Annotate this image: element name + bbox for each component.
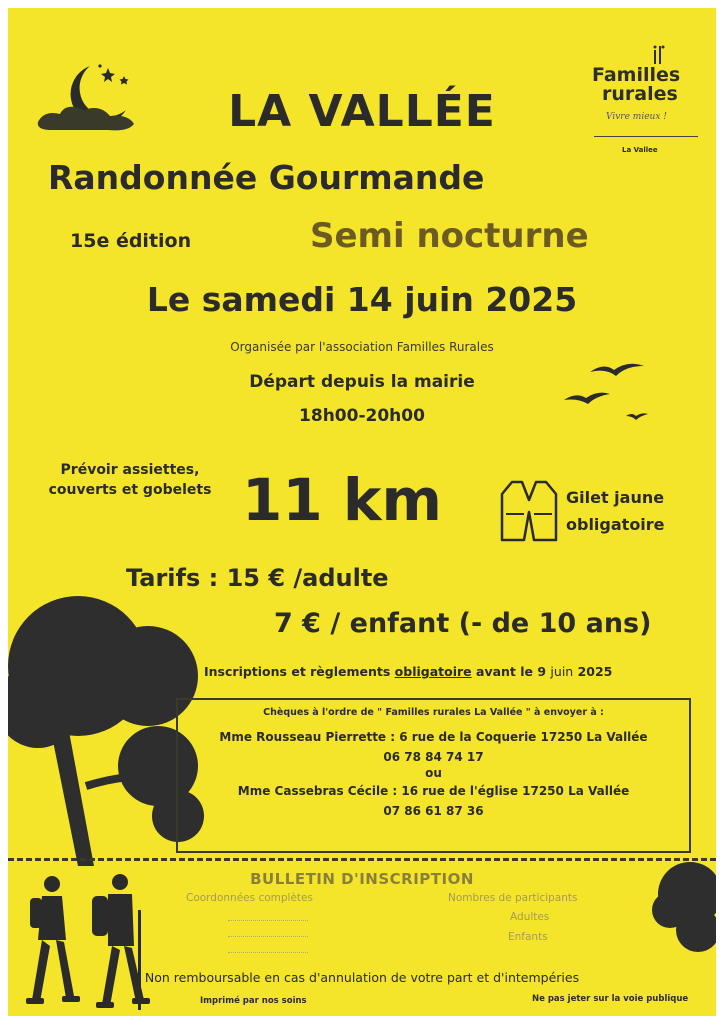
logo-line2: rurales [602, 83, 678, 105]
phone-1: 06 78 84 74 17 [383, 750, 484, 764]
organizer-text: Organisée par l'association Familles Rurales [230, 340, 494, 354]
tree-icon [648, 850, 716, 960]
registration-month: juin [550, 664, 574, 679]
logo-tagline: Vivre mieux ! [606, 112, 667, 122]
price-child: 7 € / enfant (- de 10 ans) [274, 608, 652, 639]
price-adult: Tarifs : 15 € /adulte [126, 564, 389, 592]
hikers-icon [18, 870, 168, 1016]
adults-label: Adultes [510, 911, 550, 923]
registration-middle: avant le 9 [471, 664, 551, 679]
coordinates-label: Coordonnées complètes [186, 892, 313, 904]
or-separator: ou [425, 766, 442, 780]
cheques-intro: Chèques à l'ordre de " Familles rurales La Vallée " à envoyer à : [263, 707, 604, 718]
bulletin-title: BULLETIN D'INSCRIPTION [250, 870, 474, 888]
event-date: Le samedi 14 juin 2025 [146, 280, 578, 319]
cheques-box [176, 698, 691, 853]
non-refundable-notice: Non remboursable en cas d'annulation de votre part et d'intempéries [144, 970, 580, 985]
poster [8, 8, 716, 1016]
stars-icon [98, 64, 128, 84]
vest-line2: obligatoire [566, 515, 665, 534]
birds-icon [560, 360, 660, 430]
registration-prefix: Inscriptions et règlements [204, 664, 395, 679]
logo-mark-icon [650, 44, 666, 66]
logo-line1: Familles [592, 64, 681, 86]
vest-line1: Gilet jaune [566, 488, 665, 507]
hours-text: 18h00-20h00 [299, 406, 425, 426]
registration-obligatory: obligatoire [394, 664, 472, 679]
vest-notice [566, 484, 665, 538]
logo-location: La Vallee [622, 146, 658, 154]
distance-label: 11 km [242, 466, 442, 534]
coordinates-line[interactable] [228, 952, 308, 953]
event-subtitle: Randonnée Gourmande [48, 158, 485, 197]
bring-line2: couverts et gobelets [48, 482, 212, 498]
litter-notice: Ne pas jeter sur la voie publique [532, 994, 689, 1004]
event-type: Semi nocturne [310, 216, 589, 256]
contact-2: Mme Cassebras Cécile : 16 rue de l'église 17250 La Vallée [237, 784, 630, 798]
cut-line [8, 858, 716, 861]
registration-deadline [204, 664, 612, 679]
bring-notice [30, 460, 230, 500]
printed-notice: Imprimé par nos soins [200, 996, 307, 1006]
registration-year: 2025 [573, 664, 613, 679]
edition-label: 15e édition [70, 230, 192, 252]
coordinates-line[interactable] [228, 920, 308, 921]
children-label: Enfants [508, 931, 548, 943]
phone-2: 07 86 61 87 36 [383, 804, 484, 818]
participants-label: Nombres de participants [448, 892, 578, 904]
vest-icon [498, 478, 560, 544]
contact-1: Mme Rousseau Pierrette : 6 rue de la Coquerie 17250 La Vallée [219, 730, 648, 744]
bring-line1: Prévoir assiettes, [60, 462, 200, 478]
page-title: LA VALLÉE [228, 86, 496, 137]
departure-text: Départ depuis la mairie [249, 372, 475, 392]
coordinates-line[interactable] [228, 936, 308, 937]
